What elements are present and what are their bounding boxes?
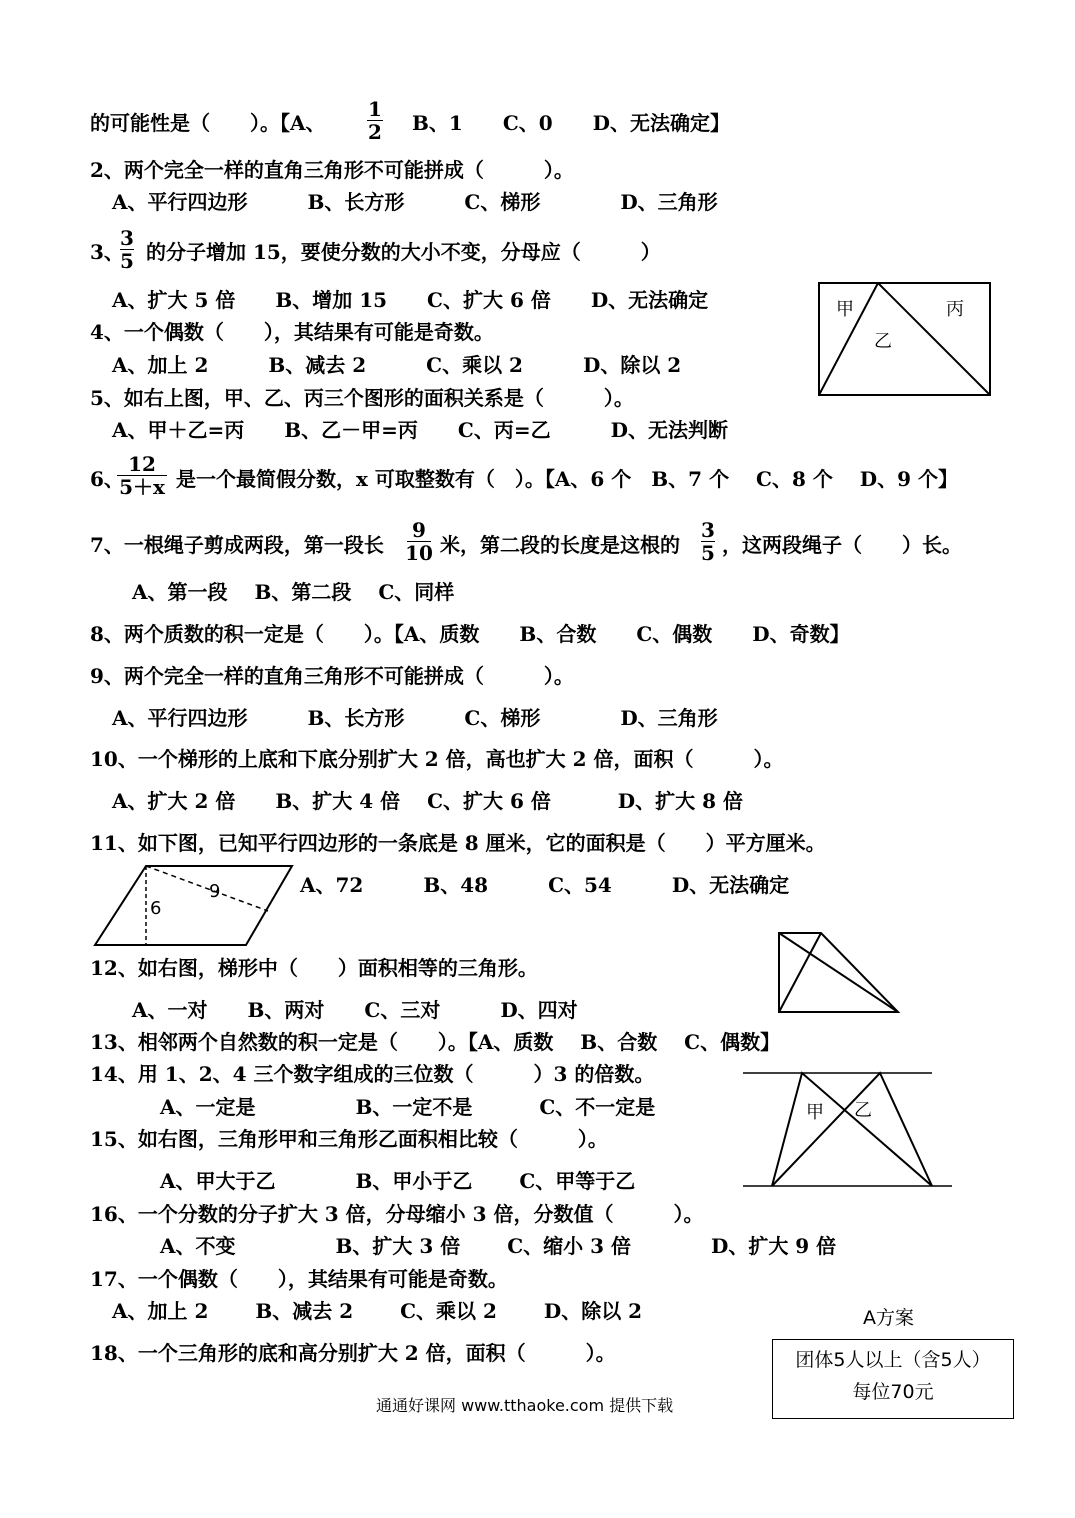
q15-stem: 15、如右图，三角形甲和三角形乙面积相比较（ ）。 xyxy=(90,1127,608,1151)
q1-fraction xyxy=(363,98,387,143)
q15-options: A、甲大于乙 B、甲小于乙 C、甲等于乙 xyxy=(160,1169,636,1193)
fig-q5-label-jia: 甲 xyxy=(836,299,854,320)
q11-stem: 11、如下图，已知平行四边形的一条底是 8 厘米，它的面积是（ ）平方厘米。 xyxy=(90,831,826,855)
q6-frac-den: 5＋x xyxy=(119,475,165,499)
q10-stem: 10、一个梯形的上底和下底分别扩大 2 倍，高也扩大 2 倍，面积（ ）。 xyxy=(90,747,784,771)
q11-options: A、72 B、48 C、54 D、无法确定 xyxy=(300,873,790,897)
q17-stem: 17、一个偶数（ ），其结果有可能是奇数。 xyxy=(90,1267,508,1291)
q16-options: A、不变 B、扩大 3 倍 C、缩小 3 倍 D、扩大 9 倍 xyxy=(160,1234,837,1258)
q18-stem: 18、一个三角形的底和高分别扩大 2 倍，面积（ ）。 xyxy=(90,1341,616,1365)
plan-box xyxy=(772,1339,1014,1419)
q9-options: A、平行四边形 B、长方形 C、梯形 D、三角形 xyxy=(112,706,718,730)
q6-number: 6、 xyxy=(90,467,124,491)
q7-frac1-num: 9 xyxy=(412,518,426,542)
q14-options: A、一定是 B、一定不是 C、不一定是 xyxy=(160,1095,656,1119)
q2-stem: 2、两个完全一样的直角三角形不可能拼成（ ）。 xyxy=(90,158,574,182)
q14-stem: 14、用 1、2、4 三个数字组成的三位数（ ）3 的倍数。 xyxy=(90,1062,655,1086)
q17-options: A、加上 2 B、减去 2 C、乘以 2 D、除以 2 xyxy=(112,1299,643,1323)
fig-q11-label-6: 6 xyxy=(150,898,162,919)
fig-q5-label-yi: 乙 xyxy=(874,331,892,352)
q7-stem-end: ，这两段绳子（ ）长。 xyxy=(722,533,962,557)
q7-frac2-num: 3 xyxy=(701,518,715,542)
q9-stem: 9、两个完全一样的直角三角形不可能拼成（ ）。 xyxy=(90,664,574,688)
q11-parallelogram-figure xyxy=(94,865,294,947)
q6-frac-num: 12 xyxy=(128,452,156,476)
q7-stem-prefix: 7、一根绳子剪成两段，第一段长 xyxy=(90,533,384,557)
q1-stem-prefix: 的可能性是（ ）。【A、 xyxy=(90,111,326,135)
q5-stem: 5、如右上图，甲、乙、丙三个图形的面积关系是（ ）。 xyxy=(90,386,634,410)
q7-frac1-den: 10 xyxy=(405,541,433,565)
q3-options: A、扩大 5 倍 B、增加 15 C、扩大 6 倍 D、无法确定 xyxy=(112,288,709,312)
q12-trapezoid-figure xyxy=(778,932,900,1014)
q1-options: B、1 C、0 D、无法确定】 xyxy=(392,111,730,135)
q16-stem: 16、一个分数的分子扩大 3 倍，分母缩小 3 倍，分数值（ ）。 xyxy=(90,1202,704,1226)
fig-q15-label-yi: 乙 xyxy=(854,1100,872,1121)
q4-options: A、加上 2 B、减去 2 C、乘以 2 D、除以 2 xyxy=(112,353,682,377)
plan-line-1: 团体5人以上（含5人） xyxy=(795,1349,991,1371)
q13-stem: 13、相邻两个自然数的积一定是（ ）。【A、质数 B、合数 C、偶数】 xyxy=(90,1030,781,1054)
fig-q5-label-bing: 丙 xyxy=(946,299,964,320)
q12-options: A、一对 B、两对 C、三对 D、四对 xyxy=(132,998,578,1022)
q6-fraction xyxy=(114,453,170,498)
fig-q15-label-jia: 甲 xyxy=(806,1102,824,1123)
q3-number: 3、 xyxy=(90,240,124,264)
fig-q11-label-9: 9 xyxy=(209,881,221,902)
q2-options: A、平行四边形 B、长方形 C、梯形 D、三角形 xyxy=(112,190,718,214)
plan-title: A方案 xyxy=(863,1307,914,1329)
q4-stem: 4、一个偶数（ ），其结果有可能是奇数。 xyxy=(90,320,494,344)
q7-options: A、第一段 B、第二段 C、同样 xyxy=(132,580,455,604)
q8-stem: 8、两个质数的积一定是（ ）。【A、质数 B、合数 C、偶数 D、奇数】 xyxy=(90,622,850,646)
q1-frac-num: 1 xyxy=(368,97,382,121)
q7-fraction-2 xyxy=(697,519,719,564)
q3-frac-num: 3 xyxy=(120,226,134,250)
q6-stem: 是一个最简假分数，x 可取整数有（ ）。【A、6 个 B、7 个 C、8 个 D、9 个】 xyxy=(176,467,959,491)
q5-rectangle-figure xyxy=(818,282,993,397)
q3-stem: 的分子增加 15，要使分数的大小不变，分母应（ ） xyxy=(146,240,661,264)
plan-line-2: 每位70元 xyxy=(852,1381,934,1403)
q7-frac2-den: 5 xyxy=(701,541,715,565)
q3-fraction xyxy=(116,227,138,272)
q15-triangles-figure xyxy=(742,1070,954,1190)
q12-stem: 12、如右图，梯形中（ ）面积相等的三角形。 xyxy=(90,956,538,980)
q3-frac-den: 5 xyxy=(120,249,134,273)
q1-frac-den: 2 xyxy=(368,120,382,144)
footer-source: 通通好课网 www.tthaoke.com 提供下载 xyxy=(376,1396,674,1415)
q5-options: A、甲＋乙=丙 B、乙－甲=丙 C、丙=乙 D、无法判断 xyxy=(112,418,728,442)
q7-fraction-1 xyxy=(404,519,434,564)
q10-options: A、扩大 2 倍 B、扩大 4 倍 C、扩大 6 倍 D、扩大 8 倍 xyxy=(112,789,743,813)
q7-stem-mid: 米，第二段的长度是这根的 xyxy=(440,533,680,557)
